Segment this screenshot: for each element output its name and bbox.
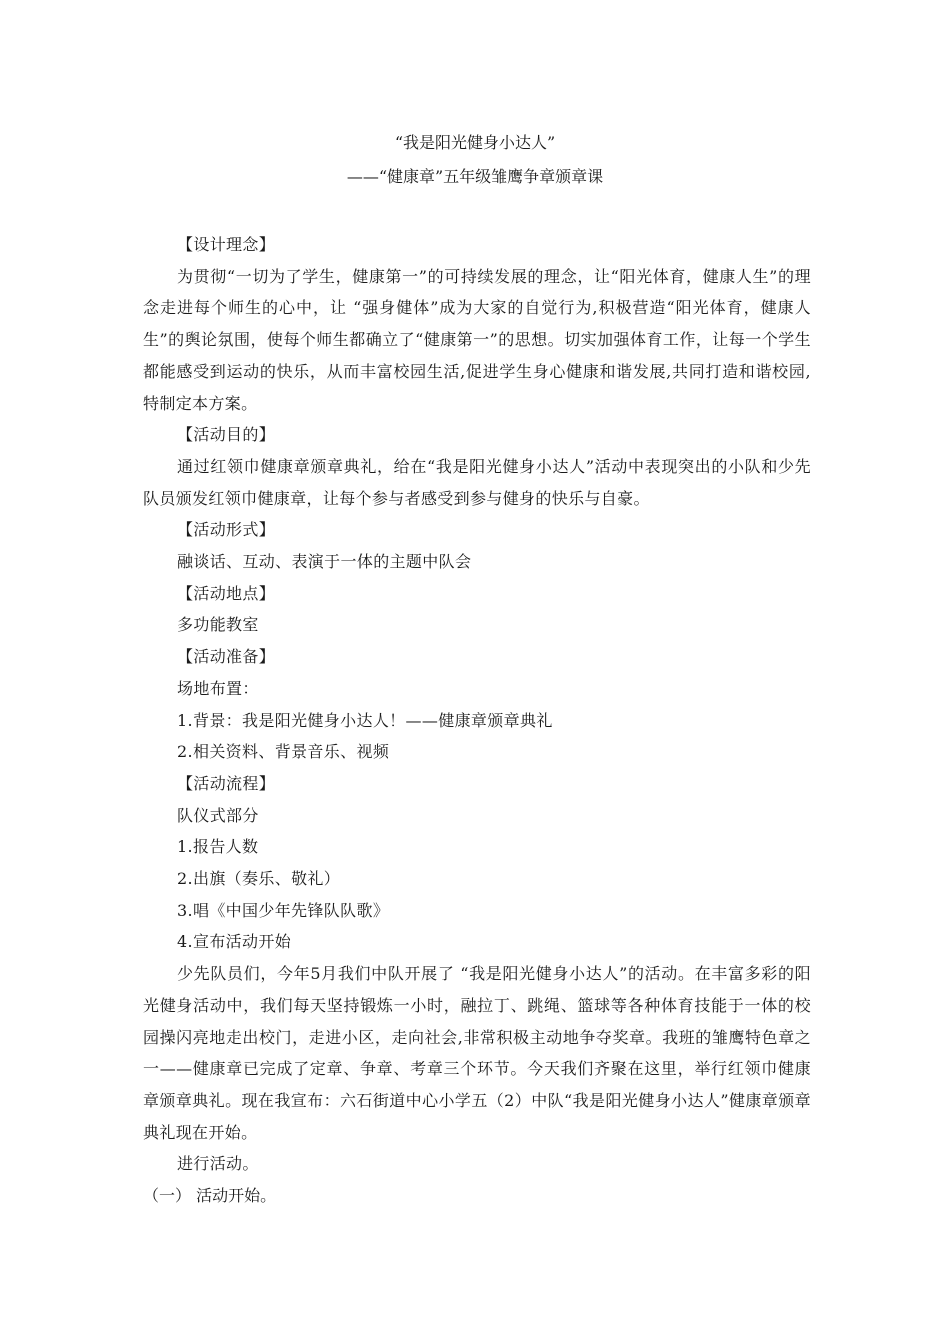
document-title: “我是阳光健身小达人” (394, 133, 556, 152)
document-subtitle: ——“健康章”五年级雏鹰争章颁章课 (346, 167, 604, 186)
prep-label: 场地布置： (177, 678, 259, 698)
prep-item: 1.背景：我是阳光健身小达人！——健康章颁章典礼 (177, 710, 553, 730)
section-heading-flow: 【活动流程】 (177, 773, 276, 793)
place-text: 多功能教室 (177, 615, 259, 635)
speech-paragraph: 少先队员们，今年5月我们中队开展了 “我是阳光健身小达人”的活动。在丰富多彩的阳光健身活动中，我们每天坚持锻炼一小时，融拉丁、跳绳、篮球等各种体育技能于一体的校园操闪亮地走出校门，走进小区，走向社会,非常积极主动地争夺奖章。我班的雏鹰特色章之一——健康章已完成了定章、争章、考章三个环节。今天我们齐聚在这里，举行红领巾健康章颁章典礼。现在我宣布：六石街道中心小学五（2）中队“我是阳光健身小达人”健康章颁章典礼现在开始。 (143, 964, 811, 1142)
purpose-paragraph: 通过红领巾健康章颁章典礼，给在“我是阳光健身小达人”活动中表现突出的小队和少先队员颁发红领巾健康章，让每个参与者感受到参与健身的快乐与自豪。 (143, 456, 811, 508)
section-heading-design: 【设计理念】 (177, 235, 276, 254)
proceed-text: 进行活动。 (177, 1154, 259, 1174)
section-heading-place: 【活动地点】 (177, 583, 276, 603)
flow-item: 1.报告人数 (177, 837, 259, 857)
document-body (143, 229, 811, 1212)
part-one-heading: （一） 活动开始。 (143, 1186, 277, 1206)
form-text: 融谈话、互动、表演于一体的主题中队会 (177, 552, 472, 572)
flow-label: 队仪式部分 (177, 805, 259, 825)
flow-item: 3.唱《中国少年先锋队队歌》 (177, 900, 390, 920)
prep-item: 2.相关资料、背景音乐、视频 (177, 742, 390, 762)
design-paragraph: 为贯彻“一切为了学生，健康第一”的可持续发展的理念，让“阳光体育，健康人生”的理念走进每个师生的心中，让 “强身健体”成为大家的自觉行为,积极营造“阳光体育，健康人生”的舆论氛围，使每个师生都确立了“健康第一”的思想。切实加强体育工作，让每一个学生都能感受到运动的快乐，从而丰富校园生活,促进学生身心健康和谐发展,共同打造和谐校园,特制定本方案。 (143, 266, 811, 413)
section-heading-purpose: 【活动目的】 (177, 425, 276, 445)
flow-item: 4.宣布活动开始 (177, 932, 292, 952)
flow-item: 2.出旗（奏乐、敬礼） (177, 869, 341, 889)
section-heading-prep: 【活动准备】 (177, 647, 276, 667)
section-heading-form: 【活动形式】 (177, 520, 276, 540)
